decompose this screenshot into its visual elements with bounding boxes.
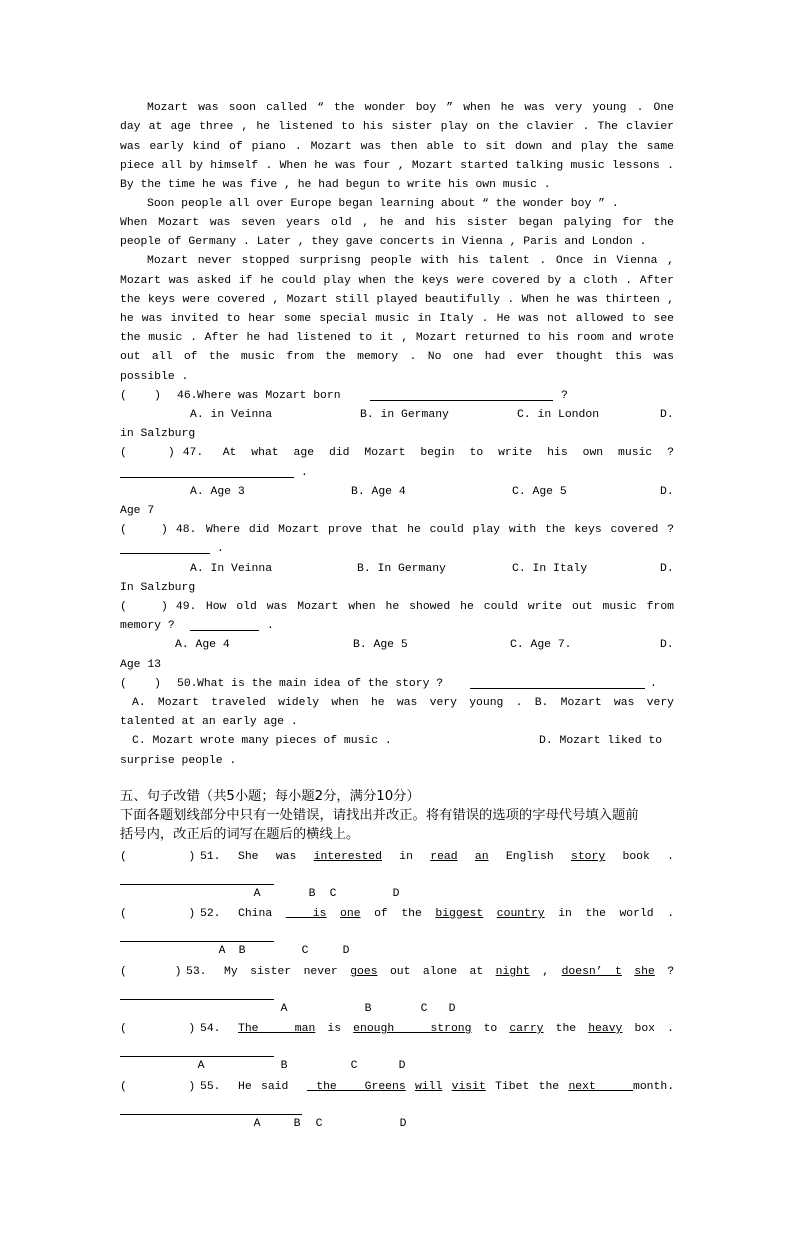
- question-47: [120, 445, 674, 461]
- option-letter-a: A: [280, 1003, 288, 1015]
- answer-paren[interactable]: ( ): [120, 966, 182, 978]
- question-46: [120, 388, 674, 404]
- question-53: [120, 964, 674, 980]
- word: .: [667, 1023, 674, 1035]
- options-47: [120, 484, 674, 500]
- underlined-option: biggest: [435, 908, 484, 920]
- option-letter-d: D: [398, 1060, 406, 1072]
- word: .: [667, 851, 674, 863]
- question-50: [120, 676, 674, 692]
- passage-line: was early kind of piano . Mozart was then able to sit down and play the same: [120, 141, 674, 153]
- option-letter-d: D: [399, 1118, 407, 1130]
- option-letter-c: C: [350, 1060, 358, 1072]
- underlined-option: visit: [451, 1081, 486, 1093]
- question-end: ?: [561, 390, 568, 402]
- answer-blank[interactable]: [370, 388, 553, 401]
- answer-blank[interactable]: [120, 541, 210, 554]
- question-text: What is the main idea of the story ?: [197, 678, 444, 690]
- question-sentence: [238, 849, 674, 865]
- option-a[interactable]: A. In Veinna: [190, 563, 273, 575]
- option-letter-c: C: [420, 1003, 428, 1015]
- question-52: [120, 906, 674, 922]
- answer-line[interactable]: [120, 1114, 302, 1115]
- underlined-option: she: [634, 966, 655, 978]
- option-letter-c: C: [301, 945, 309, 957]
- question-sentence: [238, 1021, 674, 1037]
- answer-paren[interactable]: ( ): [120, 1023, 196, 1035]
- option-b[interactable]: B. in Germany: [360, 409, 449, 421]
- passage-line: Mozart never stopped surprisng people with his talent . Once in Vienna ,: [147, 255, 674, 267]
- underlined-option: enough strong: [353, 1023, 472, 1035]
- question-end: .: [650, 678, 657, 690]
- question-sentence: [238, 1079, 674, 1095]
- underlined-option: The man: [238, 1023, 316, 1035]
- word: the: [401, 908, 422, 920]
- answer-paren[interactable]: ( ): [120, 601, 168, 613]
- question-end: .: [217, 543, 224, 555]
- underlined-option: the Greens: [306, 1081, 406, 1093]
- option-letter-a: A: [197, 1060, 205, 1072]
- passage-line: the keys were covered , Mozart still played beautifully . When he was thirteen ,: [120, 294, 674, 306]
- question-text: Where was Mozart born: [197, 390, 341, 402]
- underlined-option: [568, 1081, 674, 1093]
- answer-line[interactable]: [120, 884, 274, 885]
- question-number: 54.: [200, 1023, 221, 1035]
- word: She: [238, 851, 259, 863]
- answer-line[interactable]: [120, 941, 274, 942]
- passage-line: piece all by himself . When he was four , Mozart started talking music lessons .: [120, 160, 674, 172]
- option-a[interactable]: A. Age 3: [190, 486, 245, 498]
- option-d[interactable]: D.: [660, 563, 674, 575]
- word: never: [303, 966, 338, 978]
- question-number: 53.: [186, 966, 207, 978]
- option-letter-d: D: [392, 888, 400, 900]
- option-d[interactable]: D.: [660, 639, 674, 651]
- underlined-option: next: [568, 1081, 634, 1093]
- word: ?: [667, 966, 675, 978]
- option-letter-a: A: [253, 1118, 261, 1130]
- passage-line: By the time he was five , he had begun to write his own music .: [120, 179, 551, 191]
- underlined-option: carry: [509, 1023, 544, 1035]
- passage-line: Soon people all over Europe began learning about “ the wonder boy ” .: [147, 198, 619, 210]
- word: of: [374, 908, 388, 920]
- word: said: [260, 1081, 298, 1093]
- word: alone: [422, 966, 458, 978]
- section-instructions: 下面各题划线部分中只有一处错误，请找出并改正。将有错误的选项的字母代号填入题前: [120, 808, 639, 823]
- answer-blank[interactable]: [470, 676, 645, 689]
- option-letter-b: B: [280, 1060, 288, 1072]
- option-c[interactable]: C. Age 5: [512, 486, 567, 498]
- question-text: How old was Mozart when he showed he could write out music from: [205, 601, 674, 613]
- option-letter-d: D: [448, 1003, 456, 1015]
- question-end: .: [267, 620, 274, 632]
- word: the: [555, 1023, 577, 1035]
- question-number: 46.: [177, 390, 198, 402]
- question-48: [120, 522, 674, 538]
- answer-line-49: [120, 618, 674, 634]
- passage-line: people of Germany . Later , they gave concerts in Vienna , Paris and London .: [120, 236, 647, 248]
- option-letter-a: A: [253, 888, 261, 900]
- option-d[interactable]: D. Mozart liked to: [539, 735, 663, 747]
- answer-paren[interactable]: ( ): [120, 851, 196, 863]
- word: to: [483, 1023, 498, 1035]
- question-number: 51.: [200, 851, 221, 863]
- word: English: [505, 851, 554, 863]
- word: the: [538, 1081, 560, 1093]
- passage-line: out all of the music from the memory . No one had ever thought this was: [120, 351, 674, 363]
- section-instructions: 括号内，改正后的词写在题后的横线上。: [120, 827, 360, 842]
- word: in: [399, 851, 413, 863]
- passage-line: day at age three , he listened to his sister play on the clavier . The clavier: [120, 121, 674, 133]
- underlined-option: one: [340, 908, 361, 920]
- word: month.: [633, 1081, 675, 1093]
- answer-paren[interactable]: ( ): [120, 1081, 196, 1093]
- word: the: [585, 908, 606, 920]
- word: at: [469, 966, 484, 978]
- passage-line: possible .: [120, 371, 189, 383]
- word: is: [327, 1023, 342, 1035]
- passage-line: When Mozart was seven years old , he and his sister began palying for the: [120, 217, 674, 229]
- word: China: [238, 908, 273, 920]
- answer-paren[interactable]: ( ): [120, 908, 196, 920]
- option-d[interactable]: D.: [660, 409, 674, 421]
- passage-line: the music . After he had listened to it , Mozart returned to his room and wrote: [120, 332, 674, 344]
- option-c[interactable]: C. in London: [517, 409, 600, 421]
- underlined-option: interested: [313, 851, 382, 863]
- answer-paren[interactable]: ( ): [120, 447, 175, 459]
- underlined-option: heavy: [588, 1023, 623, 1035]
- option-d-cont: In Salzburg: [120, 582, 196, 594]
- options-46: [120, 407, 674, 423]
- word: out: [389, 966, 411, 978]
- passage-line: Mozart was asked if he could play when the keys were covered by a cloth . After: [120, 275, 674, 287]
- question-text-cont: memory ?: [120, 620, 175, 632]
- word: book: [622, 851, 650, 863]
- underlined-option: will: [414, 1081, 443, 1093]
- underlined-option: night: [495, 966, 530, 978]
- question-number: 48.: [175, 524, 197, 536]
- option-c[interactable]: C. In Italy: [512, 563, 588, 575]
- underlined-option: is: [285, 908, 327, 920]
- word: Tibet: [495, 1081, 530, 1093]
- options-48: [120, 561, 674, 577]
- word: sister: [250, 966, 292, 978]
- option-letter-b: B: [293, 1118, 301, 1130]
- word: My: [224, 966, 238, 978]
- question-end: .: [301, 467, 308, 479]
- word: world: [619, 908, 654, 920]
- answer-line[interactable]: [120, 1056, 274, 1057]
- answer-paren[interactable]: ( ): [120, 524, 168, 536]
- option-b[interactable]: B. Age 5: [353, 639, 408, 651]
- question-number: 47.: [182, 447, 204, 459]
- question-49: [120, 599, 674, 615]
- option-d-cont: surprise people .: [120, 755, 237, 767]
- underlined-option: doesn’ t: [561, 966, 622, 978]
- answer-paren[interactable]: ( ): [120, 390, 162, 402]
- option-b-cont: talented at an early age .: [120, 716, 298, 728]
- question-sentence: [224, 964, 674, 980]
- question-number: 49.: [175, 601, 197, 613]
- word: in: [558, 908, 572, 920]
- question-sentence: [238, 906, 674, 922]
- question-55: [120, 1079, 674, 1095]
- option-a[interactable]: A. in Veinna: [190, 409, 273, 421]
- word: .: [667, 908, 675, 920]
- question-number: 52.: [200, 908, 221, 920]
- word: He: [238, 1081, 252, 1093]
- answer-line-48: [120, 541, 674, 557]
- question-text: Where did Mozart prove that he could play with the keys covered ?: [205, 524, 674, 536]
- option-letter-d: D: [342, 945, 350, 957]
- question-number: 50.: [177, 678, 198, 690]
- option-d-cont: Age 7: [120, 505, 155, 517]
- option-a-b[interactable]: A. Mozart traveled widely when he was very young . B. Mozart was very: [132, 697, 674, 709]
- option-letter-a: A: [218, 945, 226, 957]
- answer-blank[interactable]: [120, 465, 294, 478]
- underlined-option: story: [571, 851, 606, 863]
- option-d-cont: Age 13: [120, 659, 162, 671]
- answer-line-47: [120, 465, 674, 481]
- question-51: [120, 849, 674, 865]
- question-54: [120, 1021, 674, 1037]
- options-49: [120, 637, 674, 653]
- passage-line: he was invited to hear some special music in Italy . He was not allowed to see: [120, 313, 674, 325]
- option-b[interactable]: B. In Germany: [357, 563, 446, 575]
- word: was: [275, 851, 297, 863]
- option-letter-b: B: [238, 945, 246, 957]
- word: ,: [542, 966, 550, 978]
- option-d-cont: in Salzburg: [120, 428, 196, 440]
- option-c[interactable]: C. Mozart wrote many pieces of music .: [132, 735, 392, 747]
- option-letter-c: C: [329, 888, 337, 900]
- question-text: At what age did Mozart begin to write his own music ?: [222, 447, 674, 459]
- underlined-option: country: [496, 908, 545, 920]
- underlined-option: goes: [350, 966, 378, 978]
- options-50-cd: [120, 733, 674, 749]
- option-letter-b: B: [364, 1003, 372, 1015]
- option-a[interactable]: A. Age 4: [175, 639, 230, 651]
- passage-line: Mozart was soon called “ the wonder boy ” when he was very young . One: [147, 102, 674, 114]
- option-b[interactable]: B. Age 4: [351, 486, 406, 498]
- option-letter-b: B: [308, 888, 316, 900]
- option-d[interactable]: D.: [660, 486, 674, 498]
- word: box: [634, 1023, 656, 1035]
- answer-paren[interactable]: ( ): [120, 678, 162, 690]
- option-c[interactable]: C. Age 7.: [510, 639, 572, 651]
- answer-blank[interactable]: [190, 618, 259, 631]
- answer-line[interactable]: [120, 999, 274, 1000]
- question-number: 55.: [200, 1081, 221, 1093]
- underlined-option: read: [430, 851, 458, 863]
- section-title: 五、句子改错（共5小题；每小题2分，满分10分）: [120, 789, 420, 804]
- underlined-option: an: [474, 851, 489, 863]
- option-letter-c: C: [315, 1118, 323, 1130]
